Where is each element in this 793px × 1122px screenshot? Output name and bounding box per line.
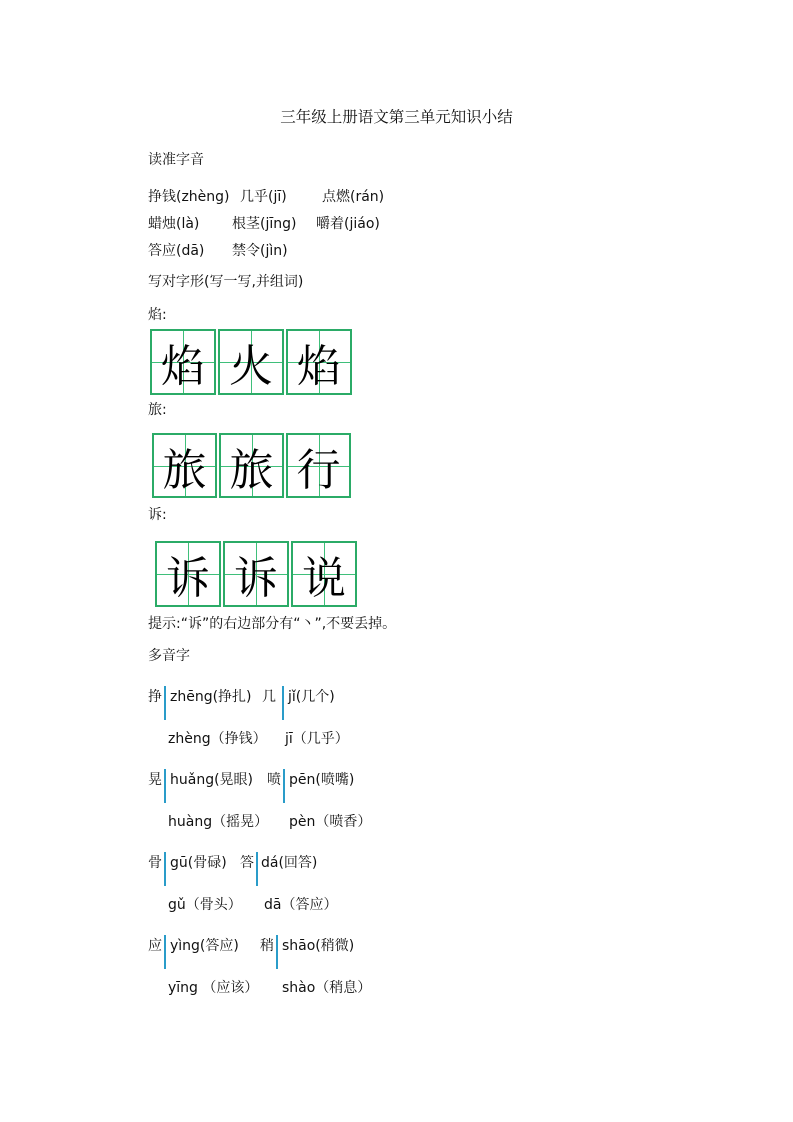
brace-bracket xyxy=(164,769,166,803)
polyphone-char: 答 xyxy=(240,855,254,871)
polyphone-reading: zhèng（挣钱） xyxy=(168,731,267,747)
tianzige-cell xyxy=(152,433,217,498)
polyphone-reading: yīng （应该） xyxy=(168,980,259,996)
polyphone-char: 喷 xyxy=(267,772,281,788)
polyphone-reading: dá(回答) xyxy=(261,855,318,871)
tianzige-cell xyxy=(223,541,289,607)
brace-bracket xyxy=(276,935,278,969)
polyphone-reading: jī（几乎） xyxy=(285,731,349,747)
tianzige-cell xyxy=(286,433,351,498)
pinyin-word: 嚼着(jiáo) xyxy=(316,216,380,232)
practice-char: 行 xyxy=(296,444,341,496)
polyphone-char: 挣 xyxy=(148,689,162,705)
brace-bracket xyxy=(164,852,166,886)
section-heading-writing: 写对字形(写一写,并组词) xyxy=(148,274,304,290)
practice-char: 旅 xyxy=(229,444,274,496)
polyphone-reading: zhēng(挣扎) xyxy=(170,689,252,705)
writing-group-label: 焰: xyxy=(148,307,167,323)
polyphone-reading: huǎng(晃眼) xyxy=(170,772,254,788)
practice-char: 焰 xyxy=(161,341,205,392)
polyphone-reading: huàng（摇晃） xyxy=(168,814,269,830)
writing-group-label: 诉: xyxy=(148,507,167,523)
polyphone-char: 骨 xyxy=(148,855,162,871)
tianzige-cell xyxy=(150,329,216,395)
polyphone-reading: yìng(答应) xyxy=(170,938,239,954)
brace-bracket xyxy=(283,769,285,803)
practice-char: 诉 xyxy=(166,553,210,604)
polyphone-char: 几 xyxy=(262,689,276,705)
tianzige-cell xyxy=(219,433,284,498)
brace-bracket xyxy=(164,935,166,969)
polyphone-reading: pēn(喷嘴) xyxy=(289,772,355,788)
pinyin-word: 点燃(rán) xyxy=(322,189,385,205)
polyphone-char: 晃 xyxy=(148,772,162,788)
section-heading-polyphones: 多音字 xyxy=(148,648,190,664)
writing-group-label: 旅: xyxy=(148,402,167,418)
tianzige-cell xyxy=(218,329,284,395)
polyphone-reading: pèn（喷香） xyxy=(289,814,372,830)
tianzige-row xyxy=(150,329,352,395)
brace-bracket xyxy=(164,686,166,720)
pinyin-word: 挣钱(zhèng) xyxy=(148,189,230,205)
polyphone-reading: dā（答应） xyxy=(264,897,338,913)
polyphone-reading: gū(骨碌) xyxy=(170,855,227,871)
section-heading-pronunciation: 读准字音 xyxy=(148,152,204,168)
pinyin-word: 答应(dā) xyxy=(148,243,205,259)
tianzige-row xyxy=(152,433,351,498)
writing-tip: 提示:“诉”的右边部分有“丶”,不要丢掉。 xyxy=(148,616,397,632)
polyphone-reading: shāo(稍微) xyxy=(282,938,355,954)
tianzige-cell xyxy=(291,541,357,607)
pinyin-word: 禁令(jìn) xyxy=(232,243,288,259)
page-title: 三年级上册语文第三单元知识小结 xyxy=(280,108,513,126)
tianzige-row xyxy=(155,541,357,607)
pinyin-word: 几乎(jī) xyxy=(240,189,287,205)
practice-char: 说 xyxy=(302,553,346,604)
practice-char: 旅 xyxy=(162,444,207,496)
brace-bracket xyxy=(256,852,258,886)
polyphone-char: 应 xyxy=(148,938,162,954)
polyphone-char: 稍 xyxy=(260,938,274,954)
pinyin-word: 根茎(jīng) xyxy=(232,216,297,232)
practice-char: 诉 xyxy=(234,553,278,604)
tianzige-cell xyxy=(155,541,221,607)
pinyin-word: 蜡烛(là) xyxy=(148,216,200,232)
polyphone-reading: gǔ（骨头） xyxy=(168,897,242,913)
tianzige-cell xyxy=(286,329,352,395)
polyphone-reading: jǐ(几个) xyxy=(288,689,335,705)
practice-char: 火 xyxy=(229,341,273,392)
polyphone-reading: shào（稍息） xyxy=(282,980,372,996)
practice-char: 焰 xyxy=(297,341,341,392)
brace-bracket xyxy=(282,686,284,720)
